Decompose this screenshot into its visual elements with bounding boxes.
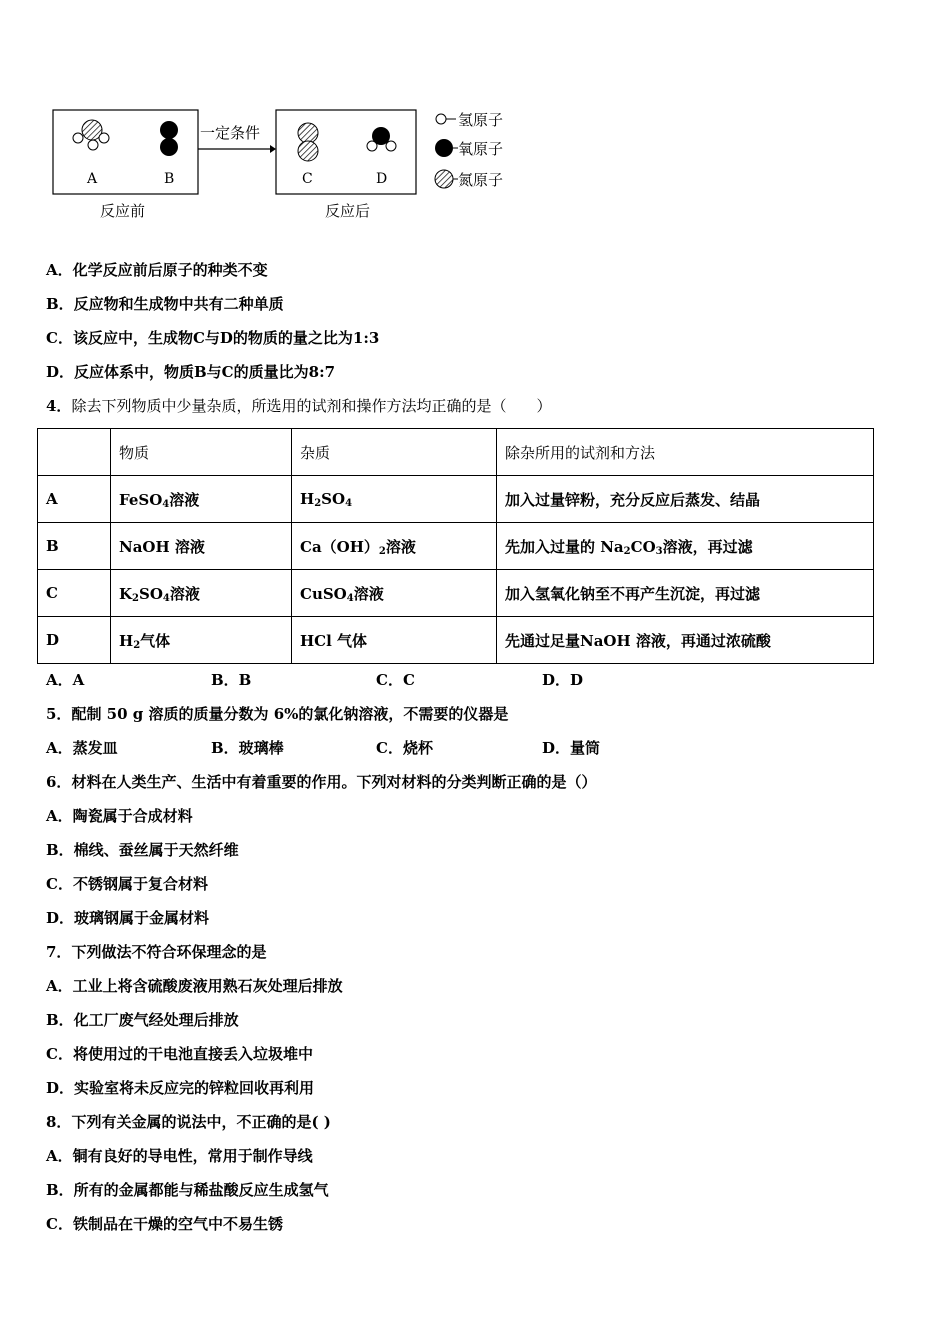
q4-option-d: D．D — [542, 671, 584, 689]
row-impurity: CuSO$_4$溶液 — [292, 570, 497, 617]
molecule-c — [298, 123, 318, 161]
molecule-a — [73, 120, 109, 150]
label-c: C — [302, 171, 313, 187]
q7-option-d: D．实验室将未反应完的锌粒回收再利用 — [46, 1079, 315, 1097]
legend-hydrogen — [436, 111, 503, 129]
reaction-diagram — [40, 100, 560, 230]
q8-number: 8． — [46, 1113, 72, 1131]
row-method: 先通过足量NaOH 溶液，再通过浓硫酸 — [497, 617, 874, 664]
q8-option-c: C．铁制品在干燥的空气中不易生锈 — [46, 1215, 283, 1233]
before-caption: 反应前 — [100, 202, 146, 220]
q8-option-b: B．所有的金属都能与稀盐酸反应生成氢气 — [46, 1181, 329, 1199]
q6-option-b: B．棉线、蚕丝属于天然纤维 — [46, 841, 239, 859]
legend-hydrogen-text: 氢原子 — [458, 111, 504, 129]
legend-nitrogen — [435, 170, 503, 189]
q6-number: 6． — [46, 773, 72, 791]
q6-option-a: A．陶瓷属于合成材料 — [46, 807, 193, 825]
table-header-row — [38, 429, 874, 476]
row-substance: NaOH 溶液 — [111, 523, 292, 570]
label-a: A — [87, 171, 98, 187]
q7-stem — [46, 942, 266, 962]
row-impurity: HCl 气体 — [292, 617, 497, 664]
row-substance: $H_2$气体 — [111, 617, 292, 664]
q5-stem — [46, 704, 508, 724]
row-substance: FeSO$_4$溶液 — [111, 476, 292, 523]
molecule-b — [160, 121, 178, 156]
reaction-diagram-svg — [40, 100, 560, 230]
q5-number: 5． — [46, 705, 72, 723]
label-b: B — [164, 171, 175, 187]
legend-oxygen-text: 氧原子 — [458, 140, 504, 158]
q6-option-c: C．不锈钢属于复合材料 — [46, 875, 208, 893]
q4-number: 4． — [46, 397, 72, 415]
q4-option-a: A．A — [46, 671, 85, 689]
q6-stem — [46, 772, 596, 792]
q4-option-c: C．C — [376, 671, 415, 689]
table-header-cell: 杂质 — [292, 429, 497, 476]
q5-option-a: A．蒸发皿 — [46, 739, 118, 757]
q7-option-a: A．工业上将含硫酸废液用熟石灰处理后排放 — [46, 977, 343, 995]
row-substance: $K_2SO_4$溶液 — [111, 570, 292, 617]
q6-text: 材料在人类生产、生活中有着重要的作用。下列对材料的分类判断正确的是（） — [71, 773, 597, 791]
q3-option-d: D．反应体系中，物质B与C的质量比为8:7 — [46, 363, 336, 381]
row-method: 加入氢氧化钠至不再产生沉淀，再过滤 — [497, 570, 874, 617]
after-box — [276, 110, 416, 194]
table-header-cell — [38, 429, 111, 476]
row-label: B — [38, 523, 111, 570]
row-label: D — [38, 617, 111, 664]
row-label: C — [38, 570, 111, 617]
q5-option-c: C．烧杯 — [376, 739, 433, 757]
row-method: 加入过量锌粉，充分反应后蒸发、结晶 — [497, 476, 874, 523]
q7-option-c: C．将使用过的干电池直接丢入垃圾堆中 — [46, 1045, 313, 1063]
table-row — [38, 523, 874, 570]
q6-option-d: D．玻璃钢属于金属材料 — [46, 909, 210, 927]
table-row — [38, 570, 874, 617]
q7-text: 下列做法不符合环保理念的是 — [71, 943, 267, 961]
q5-options — [46, 738, 746, 758]
q4-text: 除去下列物质中少量杂质，所选用的试剂和操作方法均正确的是（ ） — [71, 397, 552, 415]
q8-option-a: A．铜有良好的导电性，常用于制作导线 — [46, 1147, 313, 1165]
after-caption: 反应后 — [325, 202, 371, 220]
table-row — [38, 617, 874, 664]
table-header-cell: 物质 — [111, 429, 292, 476]
q4-option-b: B．B — [211, 671, 252, 689]
legend-nitrogen-text: 氮原子 — [458, 171, 504, 189]
q4-stem — [46, 396, 551, 416]
legend-oxygen — [435, 139, 503, 158]
q5-option-d: D．量筒 — [542, 739, 601, 757]
q7-number: 7． — [46, 943, 72, 961]
q4-table — [37, 428, 874, 664]
q3-option-b: B．反应物和生成物中共有二种单质 — [46, 295, 284, 313]
q8-stem — [46, 1112, 331, 1132]
q5-text: 配制 50 g 溶质的质量分数为 6%的氯化钠溶液，不需要的仪器是 — [71, 705, 509, 723]
row-method: 先加入过量的 $Na_2CO_3$溶液，再过滤 — [497, 523, 874, 570]
arrow-label: 一定条件 — [200, 124, 261, 142]
row-impurity: $Ca(OH)_2$溶液 — [292, 523, 497, 570]
row-label: A — [38, 476, 111, 523]
q5-option-b: B．玻璃棒 — [211, 739, 284, 757]
molecule-d — [367, 127, 396, 151]
q7-option-b: B．化工厂废气经处理后排放 — [46, 1011, 239, 1029]
q8-text: 下列有关金属的说法中，不正确的是( ) — [71, 1113, 331, 1131]
row-impurity: $H_2SO_4$ — [292, 476, 497, 523]
label-d: D — [376, 171, 388, 187]
table-header-cell: 除杂所用的试剂和方法 — [497, 429, 874, 476]
table-row — [38, 476, 874, 523]
q4-options — [46, 670, 746, 690]
q3-option-a: A．化学反应前后原子的种类不变 — [46, 261, 268, 279]
q3-option-c: C．该反应中，生成物C与D的物质的量之比为1:3 — [46, 329, 380, 347]
